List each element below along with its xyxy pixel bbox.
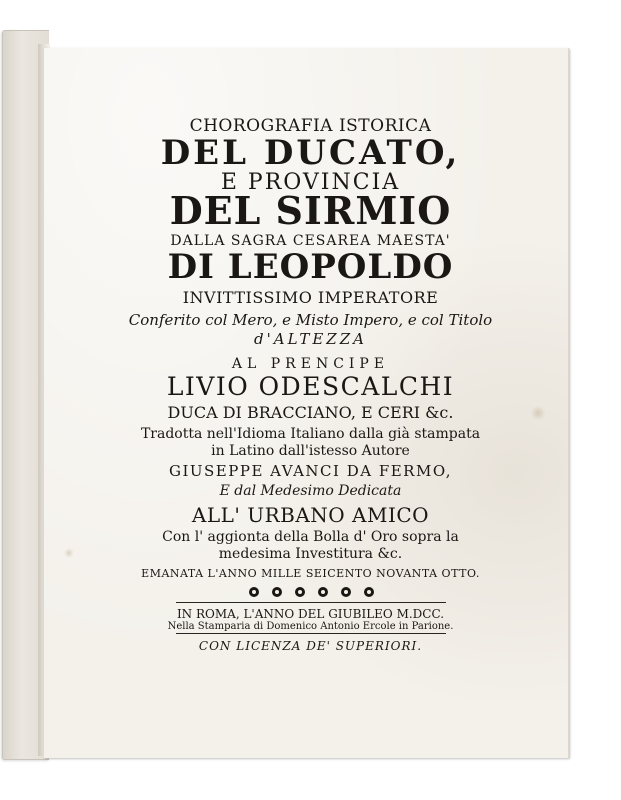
fleuron-row-icon	[243, 585, 379, 599]
imprint-rule-top	[176, 602, 446, 603]
title-line-6: DI LEOPOLDO	[167, 247, 454, 287]
title-line-13: Tradotta nell'Idioma Italiano dalla già stampata	[140, 426, 481, 442]
title-line-3: E PROVINCIA	[220, 170, 401, 195]
title-line-20: EMANATA L'ANNO MILLE SEICENTO NOVANTA OTTO.	[141, 567, 480, 580]
title-line-18: Con l' aggionta della Bolla d' Oro sopra la	[162, 529, 459, 545]
fleuron-icon	[364, 587, 374, 597]
title-line-11: LIVIO ODESCALCHI	[166, 372, 455, 401]
title-line-9: d'ALTEZZA	[254, 330, 367, 348]
title-line-5: DALLA SAGRA CESAREA MAESTA'	[170, 233, 451, 249]
imprint-line-1: IN ROMA, L'ANNO DEL GIUBILEO M.DCC.	[176, 607, 445, 621]
license-line: CON LICENZA DE' SUPERIORI.	[198, 639, 423, 653]
title-line-10: AL PRENCIPE	[231, 356, 390, 372]
title-line-1: CHOROGRAFIA ISTORICA	[189, 116, 432, 136]
title-line-16: E dal Medesimo Dedicata	[219, 483, 402, 499]
title-line-12: DUCA DI BRACCIANO, E CERI &c.	[167, 403, 454, 422]
title-line-17: ALL' URBANO AMICO	[191, 503, 430, 527]
title-line-15: GIUSEPPE AVANCI DA FERMO,	[168, 462, 453, 480]
title-line-19: medesima Investitura &c.	[218, 546, 403, 562]
title-line-14: in Latino dall'istesso Autore	[211, 443, 410, 459]
fleuron-icon	[249, 587, 259, 597]
fleuron-icon	[318, 587, 328, 597]
title-line-2: DEL DUCATO,	[160, 133, 461, 173]
title-line-8: Conferito col Mero, e Misto Impero, e col Titolo	[128, 311, 493, 329]
fleuron-icon	[272, 587, 282, 597]
imprint-rule-bottom	[176, 633, 446, 634]
imprint-line-2: Nella Stamparia di Domenico Antonio Ercole in Parione.	[167, 621, 454, 632]
title-line-4: DEL SIRMIO	[169, 188, 452, 233]
title-line-7: INVITTISSIMO IMPERATORE	[182, 288, 439, 307]
fleuron-icon	[341, 587, 351, 597]
fleuron-icon	[295, 587, 305, 597]
